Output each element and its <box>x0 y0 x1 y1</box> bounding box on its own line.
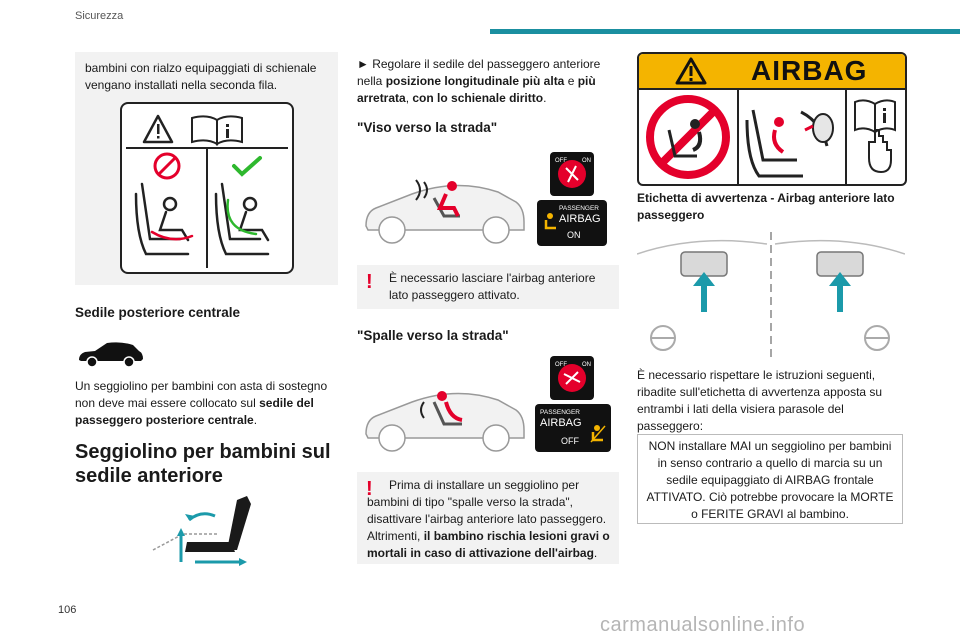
rear-facing-note: Prima di installare un seggiolino per bambini di tipo "spalle verso la strada", disattivare l'airbag anteriore lato passeggero. Altrimenti, il bambino rischia lesioni gravi o mortali in caso di attivazione dell'airbag. <box>367 478 610 560</box>
check-mark-icon <box>234 158 260 174</box>
warning-exclamation-icon: ! <box>366 271 373 293</box>
svg-text:OFF: OFF <box>555 362 567 368</box>
child-seat-rear-status-icon <box>550 356 594 400</box>
child-seat-info-box <box>75 52 338 285</box>
warning-exclamation-icon: ! <box>366 478 373 500</box>
airbag-label-caption: Etichetta di avvertenza - Airbag anteriore lato passeggero <box>637 191 895 222</box>
header-accent-bar <box>490 29 960 34</box>
instructions-text: È necessario rispettare le istruzioni seguenti, ribadite sull'etichetta di avvertenza apposta su entrambi i lati della visiera parasole del passeggero: <box>637 368 883 433</box>
sun-visor-illustration <box>637 228 905 365</box>
svg-text:ON: ON <box>582 158 591 164</box>
forward-facing-seat-icon <box>216 184 268 254</box>
rear-center-text: Un seggiolino per bambini con asta di sostegno non deve mai essere collocato sul sedile del passeggero posteriore centrale. <box>75 379 328 427</box>
no-rear-facing-seat-icon <box>639 90 737 184</box>
rear-facing-car-illustration <box>360 372 528 461</box>
car-silhouette-icon <box>75 340 145 373</box>
watermark-text: carmanualsonline.info <box>600 614 806 636</box>
manual-book-icon <box>847 90 905 184</box>
airbag-warning-label <box>637 52 907 186</box>
rear-facing-heading: "Spalle verso la strada" <box>357 328 509 343</box>
airbag-label-banner: AIRBAG <box>639 54 905 88</box>
passenger-airbag-off-badge: PASSENGER AIRBAG OFF <box>535 404 611 452</box>
airbag-off-icon <box>589 424 607 444</box>
svg-text:OFF: OFF <box>555 158 567 164</box>
forward-facing-note: È necessario lasciare l'airbag anteriore lato passeggero attivato. <box>389 271 596 302</box>
airbag-seat-icon <box>542 212 558 232</box>
front-seat-heading: Seggiolino per bambini sul sedile anteriore <box>75 441 331 487</box>
child-seat-warning-box <box>637 434 903 524</box>
warning-triangle-icon <box>144 116 172 142</box>
page-number: 106 <box>58 604 77 616</box>
child-seat-warning-text: NON installare MAI un seggiolino per bambini in senso contrario a quello di marcia su un sedile equipaggiato di AIRBAG frontale ATTIVATO. Ciò potrebbe provocare la MORTE o FERITE GRAVI al bambino. <box>646 439 894 521</box>
warning-triangle-icon <box>675 57 707 85</box>
passenger-airbag-on-badge: PASSENGER AIRBAG ON <box>537 200 607 246</box>
rear-facing-note-box <box>357 472 619 564</box>
seat-position-instruction: ► Regolare il sedile del passeggero anteriore nella posizione longitudinale più alta e più arretrata, con lo schienale diritto. <box>357 57 601 105</box>
forward-facing-heading: "Viso verso la strada" <box>357 120 498 135</box>
child-seat-pictogram <box>120 102 294 274</box>
rear-facing-seat-icon <box>136 184 192 254</box>
svg-text:ON: ON <box>582 362 591 368</box>
section-title: Sicurezza <box>75 10 124 22</box>
intro-text: bambini con rialzo equipaggiati di schienale vengano installati nella seconda fila. <box>85 61 317 92</box>
manual-book-icon <box>192 116 242 144</box>
airbag-deploy-icon <box>739 90 845 184</box>
seat-adjust-illustration <box>145 492 255 575</box>
rear-center-heading: Sedile posteriore centrale <box>75 305 241 320</box>
prohibited-icon <box>155 154 179 178</box>
child-seat-status-icon <box>550 152 594 196</box>
forward-facing-car-illustration <box>360 164 528 253</box>
forward-facing-note-box <box>357 265 619 309</box>
